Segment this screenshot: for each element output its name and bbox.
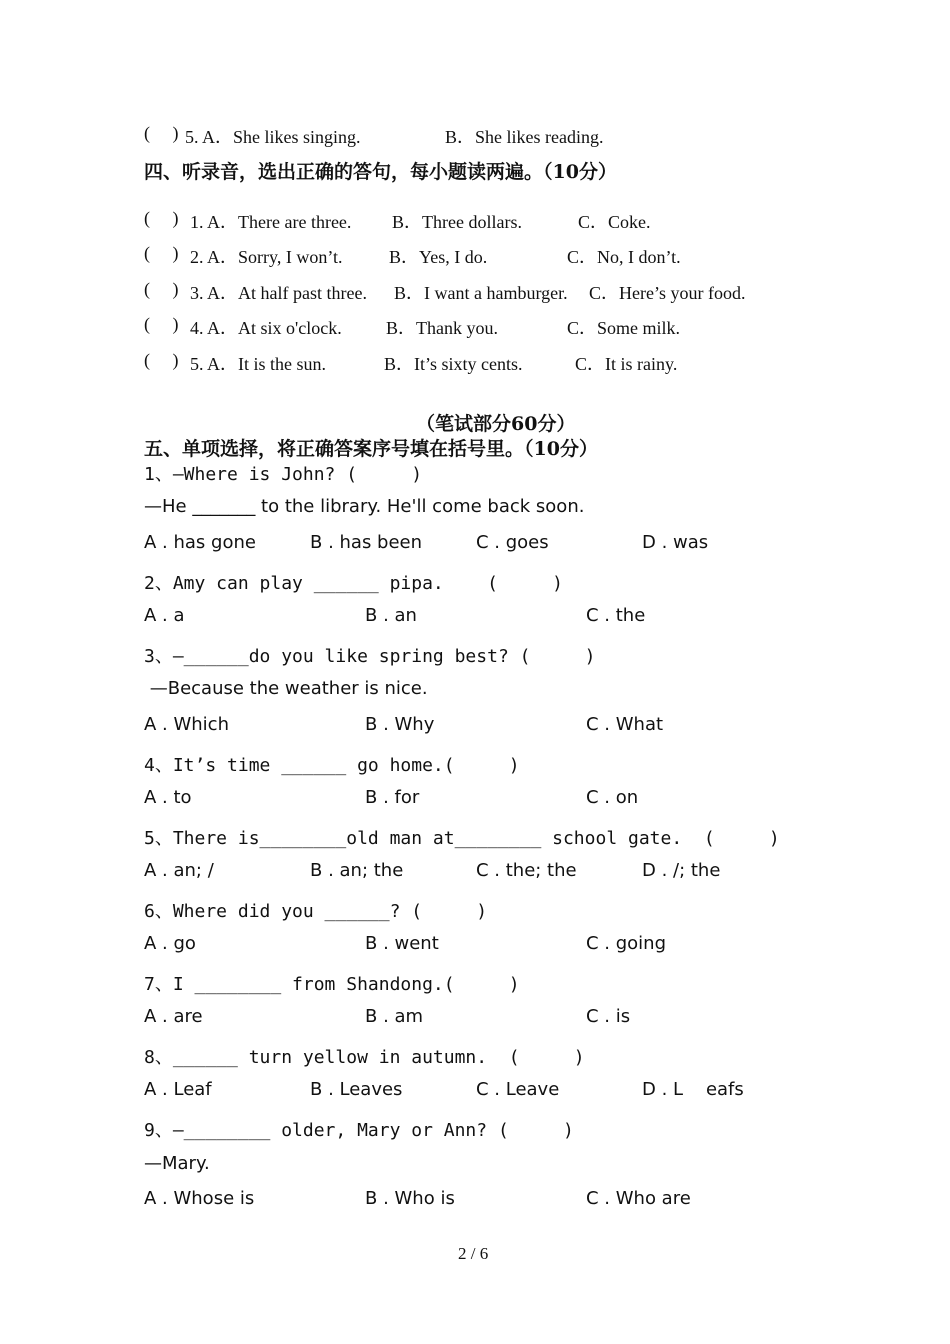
s5-q6-option-c: C . going <box>586 933 667 954</box>
s5-q4-option-a: A . to <box>144 787 192 808</box>
s4-q5-paren: ( ) <box>144 350 179 370</box>
s5-q6-option-b: B . went <box>365 933 439 954</box>
prev-q5-option-b: B．She likes reading. <box>445 127 604 147</box>
s5-q4-option-c: C . on <box>586 787 639 808</box>
s4-q3-option-c: C．Here’s your food. <box>589 283 746 303</box>
s4-q5-option-a: 5. A．It is the sun. <box>190 354 327 374</box>
s5-q4-stem: 4、It’s time ______ go home.( ) <box>144 755 520 776</box>
s5-q8-option-b: B . Leaves <box>310 1079 403 1100</box>
written-part-label: （笔试部分60分） <box>416 413 576 435</box>
s4-q2-option-c: C．No, I don’t. <box>567 247 681 267</box>
s4-q1-paren: ( ) <box>144 208 179 228</box>
s4-q4-paren: ( ) <box>144 314 179 334</box>
s4-q3-option-a: 3. A．At half past three. <box>190 283 367 303</box>
s5-q3-option-a: A . Which <box>144 714 229 735</box>
s5-q1-option-a: A . has gone <box>144 532 256 553</box>
s5-q9-stem: 9、—________ older, Mary or Ann? ( ) <box>144 1120 574 1141</box>
s5-q6-stem: 6、Where did you ______? ( ) <box>144 901 488 922</box>
s5-q2-option-b: B . an <box>365 605 417 626</box>
s5-q7-option-b: B . am <box>365 1006 424 1027</box>
s5-q3-stem: 3、—______do you like spring best? ( ) <box>144 646 596 667</box>
s4-q2-paren: ( ) <box>144 243 179 263</box>
s5-q7-stem: 7、I ________ from Shandong.( ) <box>144 974 520 995</box>
s5-q2-stem: 2、Amy can play ______ pipa. ( ) <box>144 573 563 594</box>
s5-q1-option-c: C . goes <box>476 532 549 553</box>
s5-q5-option-a: A . an; / <box>144 860 214 881</box>
section4-title: 四、听录音，选出正确的答句，每小题读两遍。（10分） <box>144 161 617 183</box>
s4-q5-option-c: C．It is rainy. <box>575 354 678 374</box>
s4-q3-option-b: B．I want a hamburger. <box>394 283 568 303</box>
s5-q9-option-b: B . Who is <box>365 1188 455 1209</box>
s4-q4-option-c: C．Some milk. <box>567 318 681 338</box>
s5-q8-option-a: A . Leaf <box>144 1079 212 1100</box>
s5-q8-stem: 8、______ turn yellow in autumn. ( ) <box>144 1047 585 1068</box>
s5-q8-option-c: C . Leave <box>476 1079 560 1100</box>
s5-q5-stem: 5、There is________old man at________ school gate. ( ) <box>144 828 780 849</box>
s5-q1-option-d: D . was <box>642 532 709 553</box>
prev-q5-option-a: 5. A．She likes singing. <box>185 127 361 147</box>
s5-q7-option-c: C . is <box>586 1006 631 1027</box>
page-number: 2 / 6 <box>458 1244 489 1263</box>
s5-q9-option-c: C . Who are <box>586 1188 691 1209</box>
s5-q2-option-a: A . a <box>144 605 185 626</box>
s4-q4-option-a: 4. A．At six o'clock. <box>190 318 342 338</box>
s5-q1-line2: —He _______ to the library. He'll come back soon. <box>144 496 585 517</box>
s4-q5-option-b: B．It’s sixty cents. <box>384 354 523 374</box>
s5-q2-option-c: C . the <box>586 605 646 626</box>
s5-q3-line2: —Because the weather is nice. <box>144 678 428 699</box>
s5-q9-line2: —Mary. <box>144 1153 210 1174</box>
s5-q3-option-c: C . What <box>586 714 664 735</box>
s5-q7-option-a: A . are <box>144 1006 203 1027</box>
s5-q6-option-a: A . go <box>144 933 196 954</box>
s5-q4-option-b: B . for <box>365 787 420 808</box>
s4-q1-option-c: C．Coke. <box>578 212 651 232</box>
section5-title: 五、单项选择，将正确答案序号填在括号里。（10分） <box>144 438 598 460</box>
s5-q1-stem: 1、—Where is John? ( ) <box>144 464 423 485</box>
s4-q2-option-a: 2. A．Sorry, I won’t. <box>190 247 343 267</box>
s5-q8-option-d: D . L eafs <box>642 1079 744 1100</box>
s5-q3-option-b: B . Why <box>365 714 435 735</box>
s5-q5-option-d: D . /; the <box>642 860 721 881</box>
s5-q1-option-b: B . has been <box>310 532 423 553</box>
s4-q3-paren: ( ) <box>144 279 179 299</box>
s5-q9-option-a: A . Whose is <box>144 1188 255 1209</box>
s5-q5-option-c: C . the; the <box>476 860 577 881</box>
prev-q5-paren: ( ) <box>144 123 179 143</box>
s4-q1-option-a: 1. A．There are three. <box>190 212 352 232</box>
s4-q1-option-b: B．Three dollars. <box>392 212 522 232</box>
s4-q2-option-b: B．Yes, I do. <box>389 247 488 267</box>
s5-q5-option-b: B . an; the <box>310 860 404 881</box>
s4-q4-option-b: B．Thank you. <box>386 318 498 338</box>
